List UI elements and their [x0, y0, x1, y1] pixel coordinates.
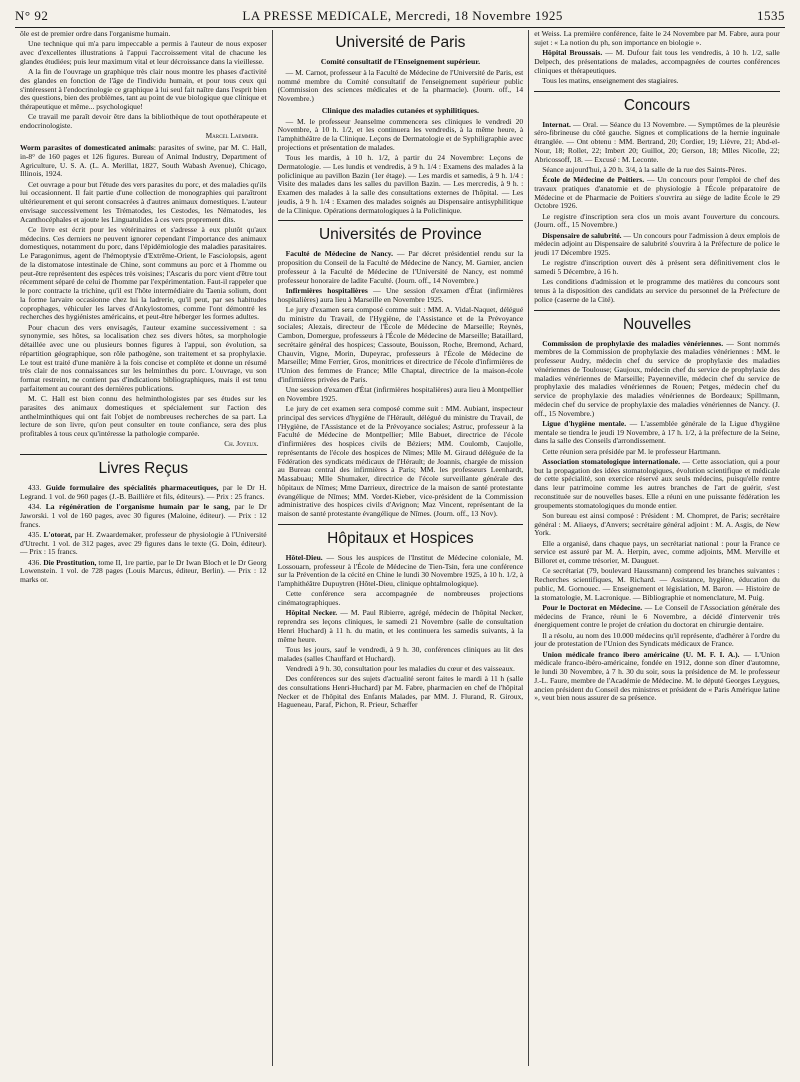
- section-title: Concours: [623, 96, 691, 114]
- article-heading: Hôtel-Dieu.: [285, 552, 323, 562]
- section-title: Université de Paris: [335, 34, 466, 51]
- section-title: Nouvelles: [622, 315, 692, 333]
- signature: Marcel Laemmer.: [205, 131, 259, 141]
- paragraph: Une session d'examen d'État (infirmières hospitalières) aura lieu à Montpellier en Novembre 1925.: [277, 385, 524, 403]
- paragraph: Le jury d'examen sera composé comme suit : MM. A. Vidal-Naquet, délégué du ministre du Travail, de l'Hygiène, de l'Assistance et de la Prévoyance sociales; Alezais, directeur de l'École de Médecine de Marseille; Reynès, Cambon, Domergue, professeurs à l'École de Médecine de Marseille; Bataillard, secrétaire général des hospices; Cassoute, Bouisson, Roche, Bremond, Achard, Chauvin, Vigne, Morin, Dupeyrac, professeurs à l'École de Médecine de Marseille; Mme Ferrier, Gros, monitrices et directrice de l'école d'infirmières de l'Union des femmes de France; Mlle Chaptal, directrice de la maison-école d'infirmières privées de Paris.: [277, 304, 524, 384]
- paragraph: Ce travail me paraît devoir être dans la bibliothèque de tout opothérapeute et endocrinologiste.: [20, 112, 267, 130]
- book-item: [20, 559, 267, 585]
- article-heading: Hôpital Broussais.: [542, 48, 603, 57]
- paragraph: Des conférences sur des sujets d'actualité seront faites le mardi à 11 h (salle des consultations Henri-Huchard) par M. Fabre, pharmacien en chef de l'hôpital Necker et de l'hôpital des Enfants Malades, par MM. J. Flurand, R. Giroux, Hagueneau, Paraf, Pichon, R. Prieur, Schæffer: [277, 674, 524, 710]
- masthead: [15, 6, 785, 28]
- book-title: L'otorat,: [43, 529, 73, 539]
- article-heading: Hôpital Necker.: [285, 608, 338, 618]
- paragraph: Séance aujourd'hui, à 20 h. 3/4, à la salle de la rue des Saints-Pères.: [542, 164, 747, 174]
- article-heading: Association stomatologique internationale.: [542, 456, 680, 466]
- paragraph: Tous les matins, enseignement des stagiaires.: [542, 75, 679, 85]
- book-list: [20, 484, 267, 585]
- article: [534, 176, 780, 211]
- article-text: — Oral. — Séance du 13 Novembre. — Symptômes de la pleurésie séro-fibrineuse du côté gauche. Signes et complications de la hernie inguinale étranglée. — Ont obtenu : MM. Bertrand, 20; Cordier, 19; Lièvre, 21; Abd-el-Nour, 18; Rollet, 22; Imbert 20; Guillot, 20; Gerson, 18; Mlles Nicolle, 22; Abricossoff, 18. — Excusé : M. Leconte.: [534, 119, 780, 164]
- paragraph: Il a résolu, au nom des 10.000 médecins qu'il représente, d'adhérer à l'ordre du jour de protestation de l'Union des Syndicats médicaux de France.: [534, 630, 780, 649]
- paragraph: ôle est de premier ordre dans l'organisme humain.: [20, 30, 171, 38]
- article: [534, 420, 780, 446]
- book-item: [20, 484, 267, 502]
- paragraph: M. C. Hall est bien connu des helminthologistes par ses études sur les parasites des animaux domestiques et spécialement sur l'action des anthelminthiques qui ont fait l'objet de nombreuses recherches de sa part. La lecture de son livre, qu'on peut consulter en toute confiance, sera des plus profitables à tous ceux qu'intéresse la pathologie comparée.: [20, 394, 267, 438]
- column-1: [15, 30, 272, 1066]
- article-heading: École de Médecine de Poitiers.: [542, 175, 645, 184]
- paragraph: A la fin de l'ouvrage un graphique très clair nous montre les phases d'activité des glandes en fonction de l'âge de l'individu humain, et pour tous ceux qui s'intéressent à l'endocrinologie ce graphique à lui seul fait naître dans l'esprit bien des questions, bien des problèmes, tant au point de vue biologique que clinique et thérapeutique et même... psychologique!: [20, 67, 267, 111]
- article-text: — L'assemblée générale de la Ligue d'hygiène mentale se tiendra le jeudi 19 Novembre, à 17 h. 1/2, à la préfecture de la Seine, dans la salle des Conseils d'arrondissement.: [534, 418, 780, 446]
- paragraph: Le jury de cet examen sera composé comme suit : MM. Aubiant, inspecteur principal des services d'hygiène de l'Hérault, délégué du ministre du Travail, de l'Hygiène, de l'Assistance et de la Prévoyance sociales; Astruc, professeur à la Faculté de Médecine de Montpellier; Mlle Babuet, directrice de l'école d'infirmières des hospices civils de Béziers; MM. Coulomb, Caujolle, représentants de l'école des hospices de Nîmes; Mlle M. Giraud déléguée de la Fédération des syndicats médicaux de l'Hérault; de Joannis, chargée de mission au Bureau central des infirmières à Paris; MM. les professeurs Leenhardt, Massabuau; Mlle Shumaker, directrice de l'école surveillante générale des hôpitaux de Nîmes; Mme Darrieux, directrice de la maison de santé protestante évangélique de Nîmes; MM. Vordet-Kieber, vice-président de la Commission administrative des hospices civils d'Avignon; Maz Vincent, représentant de la maison de santé protestante évangélique de Nîmes. (Journ. off., 13 Nov).: [277, 404, 524, 518]
- paragraph: Vendredi à 9 h. 30, consultation pour les maladies du cœur et des vaisseaux.: [285, 663, 515, 673]
- article-text: — Sont nommés membres de la Commission de prophylaxie des maladies vénériennes : MM. le professeur Audry, médecin chef du service de prophylaxie des maladies vénériennes de Toulouse; Gaujoux, médecin chef du service de prophylaxie des maladies vénériennes de Marseille; Payenneville, médecin chef du service de prophylaxie des maladies vénériennes de Rouen; Petges, médecin chef du service de prophylaxie des maladies vénériennes de Bordeaux; Spillmann, médecin chef du service de prophylaxie des maladies vénériennes de Nancy. (J. off., 15 Novembre.): [534, 338, 780, 418]
- page-number: 1535: [757, 8, 785, 23]
- article-heading: Internat.: [542, 119, 571, 129]
- article-heading: Infirmières hospitalières: [285, 285, 368, 295]
- article: [534, 458, 780, 511]
- section-title: Hôpitaux et Hospices: [327, 529, 474, 547]
- article: [278, 609, 524, 644]
- article-heading: Pour le Doctorat en Médecine.: [542, 602, 643, 612]
- book-title: Guide formulaire des spécialités pharmaceutiques,: [45, 483, 219, 492]
- article-text: — Le Conseil de l'Association générale des médecins de France, réuni le 6 Novembre, a décidé d'intervenir très énergiquement contre le projet de création du doctorat en chirurgie dentaire.: [534, 602, 780, 630]
- review-reference: : parasites of swine, par M. C. Hall, in-8° de 160 pages et 126 figures. Bureau of Animal Industry, Department of Agriculture, U. S. A. (L. A. Merillat, 1827, South Wabash Avenue), Chicago, Illinois, 1924.: [20, 143, 267, 179]
- paragraph: — M. le professeur Jeanselme commencera ses cliniques le vendredi 20 Novembre, à 10 h. 1/2, et les continuera les vendredis, à la même heure, à l'amphithéâtre de la Clinique. Leçons de Dermatologie et de Syphiligraphie avec projections et présentation de malades.: [277, 116, 524, 152]
- article-heading: Clinique des maladies cutanées et syphilitiques.: [321, 105, 480, 115]
- paragraph: Les conditions d'admission et le programme des matières du concours sont tenus à la disposition des candidats au service du personnel de la Préfecture de police (caserne de la Cité).: [534, 277, 780, 304]
- paragraph: Ce livre est écrit pour les vétérinaires et s'adresse à eux plutôt qu'aux médecins. Ces derniers ne peuvent ignorer cependant l'importance des animaux domestiques, notamment du porc, dans l'épidémiologie des maladies parasitaires. Le Paragonimus, agent de l'hémoptysie d'Extrême-Orient, le Fasciolopsis, agent de la distomatose intestinale de Chine, sont communs au porc et à l'homme ou peut-être représentent des espèces très voisines; l'Ascaris du porc vient d'être tout récemment séparé de celui de l'homme par l'expérimentation. Faut-il rappeler que le porc contracte la trichine, qu'il est l'hôte intermédiaire du Taenia solium, dont la forme larvaire occasionne chez lui la ladrerie, qu'il peut, par ses habitudes coprophages, véhiculer les larves d'Ankylostomes, comme l'ont démontré les recherches des hygiénistes américains, et peut-être héberger les formes adultes.: [20, 224, 267, 322]
- article-heading: Faculté de Médecine de Nancy.: [285, 249, 394, 259]
- article-text: — Un concours pour l'emploi de chef des travaux pratiques d'anatomie et de physiologie à l'École préparatoire de Médecine et de Pharmacie de Poitiers s'ouvrira au siège de ladite École le 29 Octobre 1926.: [534, 175, 780, 211]
- book-title: La régénération de l'organisme humain par le sang,: [45, 502, 231, 511]
- signature: Ch. Joyeux.: [224, 439, 259, 449]
- book-item: [20, 503, 267, 529]
- article: [534, 232, 780, 258]
- book-number: 436.: [28, 557, 42, 567]
- issue-number: N° 92: [15, 8, 49, 23]
- article-text: — Par décret présidentiel rendu sur la proposition du Conseil de la Faculté de Médecine de Nancy, M. Garnier, ancien professeur à la Faculté de Médecine de l'Université de Nancy, est nommé professeur honoraire de ladite Faculté. (Journ. off., 14 Novembre.): [277, 249, 524, 285]
- divider: [20, 454, 267, 455]
- publication-title: LA PRESSE MEDICALE, Mercredi, 18 Novembre 1925: [242, 8, 563, 23]
- article-heading: Comité consultatif de l'Enseignement supérieur.: [320, 57, 481, 66]
- paragraph: Elle a organisé, dans chaque pays, un secrétariat national : pour la France ce service est assuré par M. A. Herpin, avec, comme adjoints, MM. Merville et Billoret et, comme trésorier, M. Dauguet.: [534, 538, 780, 565]
- paragraph: Une technique qui m'a paru impeccable a permis à l'auteur de nous exposer avec d'excellentes illustrations à l'appui l'accroissement vital de chacune les glandes étudiées; puis leur maximum vital et leur décroissance dans la vieillesse.: [20, 39, 267, 66]
- book-details: tome II, 1re partie, par le Dr Iwan Bloch et le Dr Georg Lowenstein. 1 vol. de 728 pages (Louis Marcus, éditeur, Berlin). — Prix : 12 marks or.: [20, 557, 267, 584]
- newspaper-page: [15, 0, 785, 1076]
- paragraph: Tous les jours, sauf le vendredi, à 9 h. 30, conférences cliniques au lit des malades (salles Chauffard et Huchard).: [277, 644, 524, 663]
- book-details: par le Dr H. Legrand. 1 vol. de 960 pages (J.-B. Baillière et fils, éditeurs). — Prix : 25 francs.: [20, 483, 267, 501]
- paragraph: Cet ouvrage a pour but l'étude des vers parasites du porc, et des maladies qu'ils lui occasionnent. Il fait partie d'une collection de monographies qui paraîtront ultérieurement et qui seront consacrées à d'autres animaux domestiques. L'auteur envisage successivement les Trématodes, les Cestodes, les Nématodes, les Acanthocéphales et ajoute les Linguatulides à ces vers proprement dits.: [20, 179, 267, 224]
- paragraph: Cette réunion sera présidée par M. le professeur Hartmann.: [542, 446, 721, 456]
- paragraph: Son bureau est ainsi composé : Président : M. Chompret, de Paris; secrétaire général : M. Aliaeys, d'Anvers; secrétaire général adjoint : M. A. Asgis, de New York.: [534, 510, 780, 538]
- article: [534, 340, 780, 419]
- paragraph: Pour chacun des vers envisagés, l'auteur examine successivement : sa synonymie, ses hôtes, sa localisation chez ses divers hôtes, sa morphologie détaillée avec une ou plusieurs bonnes figures à l'appui, son évolution, sa répartition géographique, son rôle pathogène, son traitement et sa prophylaxie. Le tout est traité d'une manière à la fois concise et complète et donne un résumé très clair de nos connaissances sur les helminthes du porc. L'ouvrage, vu son format restreint, ne contient pas d'indications bibliographiques, mais il est tenu parfaitement au courant des dernières publications.: [20, 322, 267, 393]
- paragraph: Le registre d'inscription sera clos un mois avant l'ouverture du concours. (Journ. off., 15 Novembre.): [534, 211, 780, 230]
- book-details: par H. Zwaardemaker, professeur de physiologie à l'Université d'Utrecht. 1 vol. de 312 pages, avec 29 figures dans le texte (G. Doin, éditeur). — Prix : 15 francs.: [20, 529, 267, 557]
- paragraph: Le registre d'inscription ouvert dès à présent sera définitivement clos le samedi 5 Décembre, à 16 h.: [534, 258, 780, 276]
- column-3: [528, 30, 785, 1066]
- article-text: — Une session d'examen d'État (infirmières hospitalières) aura lieu à Marseille en Novembre 1925.: [277, 285, 524, 304]
- book-title: Die Prostitution,: [43, 557, 97, 567]
- divider: [534, 91, 780, 92]
- book-item: [20, 531, 267, 557]
- book-number: 433.: [28, 483, 42, 492]
- article: [534, 651, 780, 704]
- article-text: — Sous les auspices de l'Institut de Médecine coloniale, M. Lossouarn, professeur à l'École de Médecine de Tien-Tsin, fera une conférence sur la Prévention de la cécité en Chine le lundi 30 Novembre 1925, à 10 h. 1/2, à l'amphithéâtre Dupuytren (Hôtel-Dieu, clinique ophtalmologique).: [277, 552, 524, 588]
- article: [278, 250, 524, 285]
- book-number: 435.: [28, 529, 42, 539]
- article: [534, 49, 780, 75]
- article-text: — Cette association, qui a pour but la propagation des idées stomatologiques, évolution scientifique et médicale de cette spécialité, son exercice réservé aux seuls médecins, puisqu'elle rentre dans leur patrimoine comme les autres branches de l'art de guérir, s'est reconstituée sur de nouvelles bases. Elle a réuni en une puissante fédération les groupements stomatologiques du monde entier.: [534, 456, 780, 510]
- article: [278, 287, 524, 305]
- section-title: Universités de Province: [318, 226, 482, 244]
- article-text: — M. Dufour fait tous les vendredis, à 10 h. 1/2, salle Delpech, des présentations de malades, accompagnées de courtes conférences cliniques et thérapeutiques.: [534, 48, 780, 75]
- divider: [534, 310, 780, 311]
- article-heading: Ligue d'hygiène mentale.: [542, 418, 627, 428]
- article-heading: Commission de prophylaxie des maladies vénériennes.: [542, 338, 724, 348]
- divider: [278, 524, 524, 525]
- paragraph: Cette conférence sera accompagnée de nombreuses projections cinématographiques.: [277, 589, 524, 607]
- article-text: — Un concours pour l'admission à deux emplois de médecin adjoint au Dispensaire de salubrité s'ouvrira à la Préfecture de police le jeudi 17 Décembre 1925.: [534, 230, 780, 257]
- paragraph: Tous les mardis, à 10 h. 1/2, à partir du 24 Novembre: Leçons de Dermatologie. — Les lundis et vendredis, à 9 h. 1/4 : Examens des malades à la policlinique au pavillon Bazin (1er étage). — Les mardis et samedis, à 9 h. 1/4 : Visite des malades dans les salles du pavillon Bazin. — Les mercredis, à 9 h. : Examen des malades à la salle des consultations externes de l'hôpital. — Les jeudis, à 9 h. 1/4 : Examen des malades soignés au Dispensaire antisyphilitique de la Clinique. Opérations dermatologiques à la Policlinique.: [277, 153, 524, 215]
- article-text: — M. Paul Ribierre, agrégé, médecin de l'hôpital Necker, reprendra ses leçons cliniques, le samedi 21 Novembre (salle de consultation Henri Huchard) à 11 h. du matin, et les continuera les samedis suivants, à la même heure.: [277, 608, 524, 644]
- paragraph: Ce secrétariat (79, boulevard Haussmann) comprend les branches suivantes : Recherches scientifiques, M. Richard. — Assistance, hygiène, éducation du public, M. Gornouec. — Enseignement et législation, M. Baron. — Histoire de la stomatologie, M. Lacronique. — Bibliographie et nomenclature, M. Puig.: [534, 566, 780, 602]
- article: [534, 121, 780, 165]
- section-title: Livres Reçus: [98, 460, 189, 477]
- paragraph: — M. Carnot, professeur à la Faculté de Médecine de l'Université de Paris, est nommé membre du Comité consultatif de l'enseignement supérieur public (Commission des sciences médicales et de la pharmacie). (Journ. off., 14 Novembre.): [277, 67, 524, 103]
- column-2: [272, 30, 529, 1066]
- article: [534, 604, 780, 630]
- review-title: Worm parasites of domesticated animals: [20, 143, 154, 152]
- book-number: 434.: [28, 502, 42, 511]
- article-heading: Dispensaire de salubrité.: [542, 230, 622, 240]
- review-entry: [20, 144, 267, 179]
- book-details: par le Dr Jaworski. 1 vol de 160 pages, avec 30 figures (Maloine, éditeur). — Prix : 12 francs.: [20, 502, 267, 529]
- article-text: — L'Union médicale franco-ibéro-américaine, fondée en 1912, donne son dîner d'automne, le lundi 30 Novembre, à 7 h. 30 du soir, sous la présidence de M. le professeur J.-L. Faure, membre de l'Académie de Médecine. M. le député Georges Leygues, ancien président du Conseil des ministres et président de « Paris Amérique latine », veut bien nous assurer de sa présence.: [534, 649, 780, 703]
- paragraph: et Weiss. La première conférence, faite le 24 Novembre par M. Fabre, aura pour sujet : « La notion du ph, son importance en biologie ».: [534, 30, 780, 47]
- article-heading: Union médicale franco ibero américaine (U. M. F. I. A.).: [542, 649, 740, 659]
- divider: [278, 220, 524, 221]
- article: [278, 554, 524, 589]
